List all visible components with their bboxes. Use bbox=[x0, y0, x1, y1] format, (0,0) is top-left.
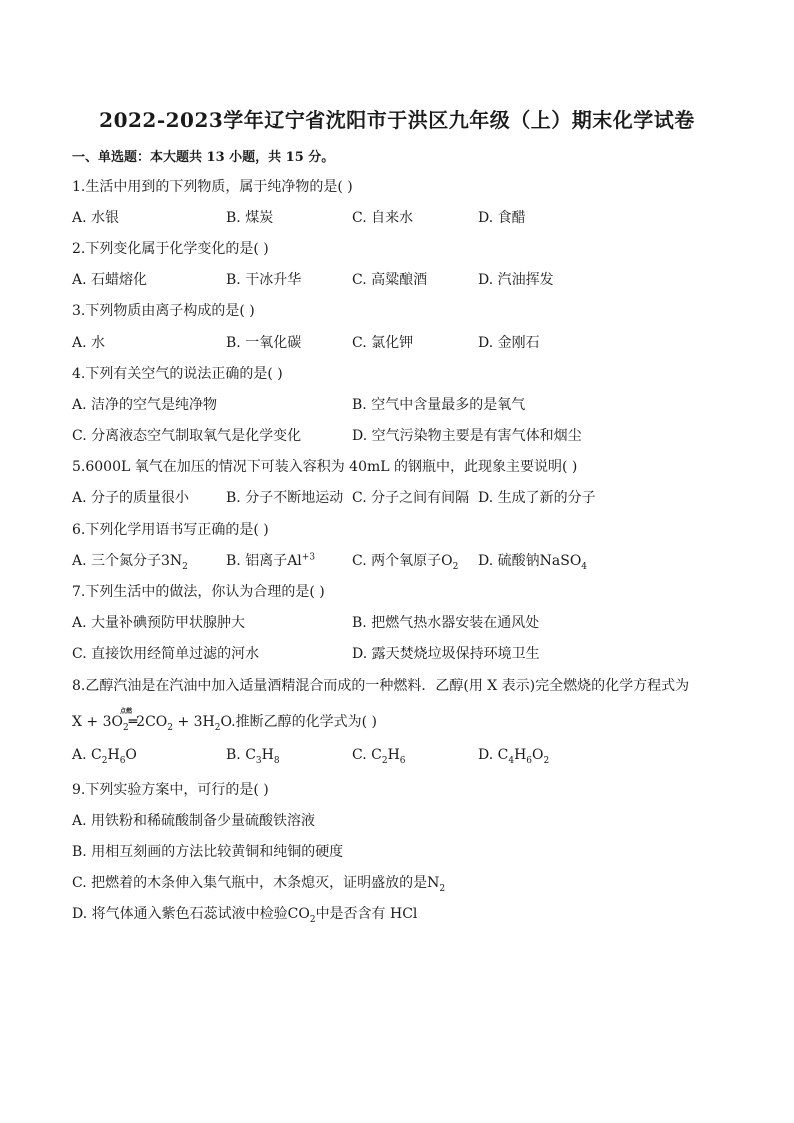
q9-option-b: B. 用相互刻画的方法比较黄铜和纯铜的硬度 bbox=[72, 844, 344, 860]
q2-option-d: D. 汽油挥发 bbox=[478, 272, 554, 288]
q5-option-a: A. 分子的质量很小 bbox=[72, 490, 190, 506]
question-8-stem: 8.乙醇汽油是在汽油中加入适量酒精混合而成的一种燃料．乙醇(用 X 表示)完全燃烧的化学方程式为 bbox=[72, 678, 690, 694]
q4-option-b: B. 空气中含量最多的是氧气 bbox=[352, 397, 526, 413]
page-title: 2022-2023学年辽宁省沈阳市于洪区九年级（上）期末化学试卷 bbox=[99, 108, 695, 132]
q4-option-a: A. 洁净的空气是纯净物 bbox=[72, 397, 218, 413]
q1-option-c: C. 自来水 bbox=[352, 210, 414, 226]
q8-option-b: B. $C_3H_8$ bbox=[226, 747, 280, 766]
q6-option-a: A. 三个氮分子$3N_2$ bbox=[72, 553, 188, 572]
q6-option-d: D. 硫酸钠NaSO$_4$ bbox=[478, 553, 588, 572]
q7-option-c: C. 直接饮用经简单过滤的河水 bbox=[72, 646, 260, 662]
q7-option-b: B. 把燃气热水器安装在通风处 bbox=[352, 615, 540, 631]
section-heading: 一、单选题：本大题共 13 小题，共 15 分。 bbox=[72, 150, 335, 165]
q9-option-c: C. 把燃着的木条伸入集气瓶中，木条熄灭，证明盛放的是$N_2$ bbox=[72, 875, 446, 894]
q5-option-b: B. 分子不断地运动 bbox=[226, 490, 344, 506]
q4-option-d: D. 空气污染物主要是有害气体和烟尘 bbox=[352, 428, 582, 444]
question-1-stem: 1.生活中用到的下列物质，属于纯净物的是( ) bbox=[72, 179, 353, 195]
q5-option-c: C. 分子之间有间隔 bbox=[352, 490, 470, 506]
q1-option-d: D. 食醋 bbox=[478, 210, 526, 226]
q5-option-d: D. 生成了新的分子 bbox=[478, 490, 596, 506]
question-5-stem: 5.6000L 氧气在加压的情况下可装入容积为 40mL 的钢瓶中，此现象主要说明( ) bbox=[72, 459, 578, 475]
q4-option-c: C. 分离液态空气制取氧气是化学变化 bbox=[72, 428, 302, 444]
q3-option-b: B. 一氧化碳 bbox=[226, 335, 302, 351]
q3-option-c: C. 氯化钾 bbox=[352, 335, 414, 351]
q7-option-d: D. 露天焚烧垃圾保持环境卫生 bbox=[352, 646, 540, 662]
chemical-equation: $X + 3O_2═2CO_2 + 3H_2O$.推断乙醇的化学式为( ) bbox=[72, 714, 377, 733]
q6-option-c: C. 两个氧原子$O_2$ bbox=[352, 553, 459, 572]
question-7-stem: 7.下列生活中的做法，你认为合理的是( ) bbox=[72, 584, 325, 600]
q2-option-c: C. 高粱酿酒 bbox=[352, 272, 428, 288]
q3-option-d: D. 金刚石 bbox=[478, 335, 540, 351]
question-9-stem: 9.下列实验方案中，可行的是( ) bbox=[72, 782, 269, 798]
question-2-stem: 2.下列变化属于化学变化的是( ) bbox=[72, 241, 269, 257]
q1-option-a: A. 水银 bbox=[72, 210, 120, 226]
question-6-stem: 6.下列化学用语书写正确的是( ) bbox=[72, 522, 269, 538]
q2-option-b: B. 干冰升华 bbox=[226, 272, 302, 288]
q7-option-a: A. 大量补碘预防甲状腺肿大 bbox=[72, 615, 246, 631]
q2-option-a: A. 石蜡熔化 bbox=[72, 272, 148, 288]
q9-option-a: A. 用铁粉和稀硫酸制备少量硫酸铁溶液 bbox=[72, 813, 316, 829]
q6-option-b: B. 铝离子$Al^{+3}$ bbox=[226, 552, 316, 569]
q3-option-a: A. 水 bbox=[72, 335, 106, 351]
reaction-condition: 点燃 bbox=[120, 708, 133, 715]
question-4-stem: 4.下列有关空气的说法正确的是( ) bbox=[72, 366, 283, 382]
q1-option-b: B. 煤炭 bbox=[226, 210, 274, 226]
question-3-stem: 3.下列物质由离子构成的是( ) bbox=[72, 303, 255, 319]
q8-option-d: D. $C_4H_6O_2$ bbox=[478, 747, 550, 766]
q8-option-c: C. $C_2H_6$ bbox=[352, 747, 406, 766]
q8-option-a: A. $C_2H_6O$ bbox=[72, 747, 137, 766]
q9-option-d: D. 将气体通入紫色石蕊试液中检验$CO_2$中是否含有 HCl bbox=[72, 906, 418, 925]
